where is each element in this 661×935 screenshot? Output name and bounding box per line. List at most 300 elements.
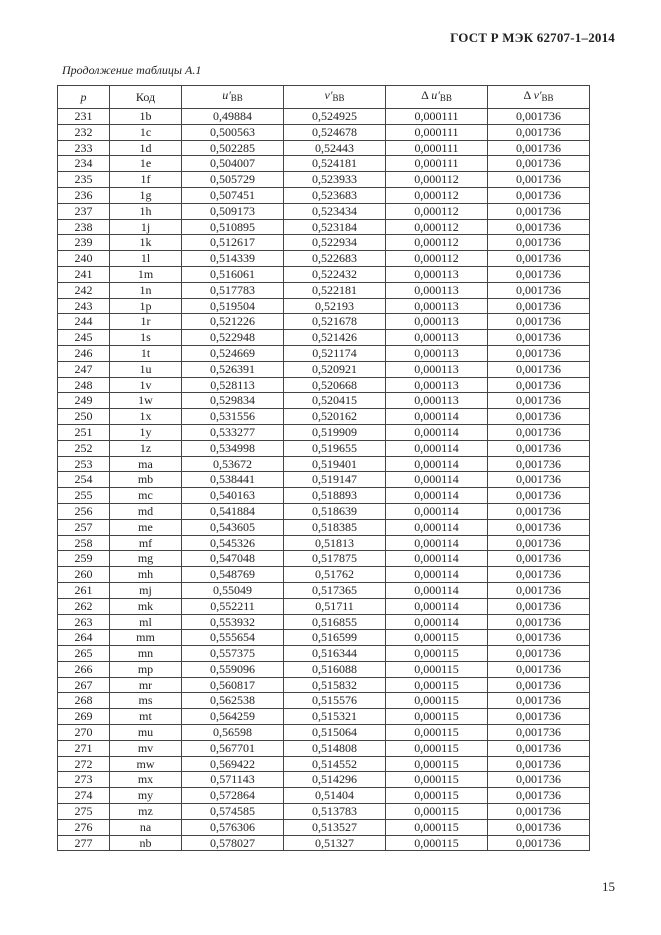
- cell-delta-v: 0,001736: [488, 298, 590, 314]
- cell-v: 0,513783: [284, 804, 386, 820]
- cell-delta-u: 0,000113: [386, 330, 488, 346]
- cell-delta-u: 0,000115: [386, 709, 488, 725]
- cell-delta-u: 0,000115: [386, 725, 488, 741]
- table-caption: Продолжение таблицы А.1: [62, 63, 202, 77]
- cell-delta-v: 0,001736: [488, 109, 590, 125]
- cell-code: 1m: [110, 266, 182, 282]
- cell-delta-u: 0,000114: [386, 598, 488, 614]
- cell-u: 0,559096: [182, 661, 284, 677]
- cell-p: 237: [58, 203, 110, 219]
- cell-delta-u: 0,000111: [386, 124, 488, 140]
- table-row: [58, 503, 590, 519]
- cell-delta-u: 0,000113: [386, 377, 488, 393]
- cell-delta-u: 0,000115: [386, 819, 488, 835]
- column-header-v-symbol: v': [324, 88, 333, 102]
- cell-delta-v: 0,001736: [488, 693, 590, 709]
- cell-delta-u: 0,000114: [386, 456, 488, 472]
- table-body: [58, 109, 590, 851]
- cell-delta-v: 0,001736: [488, 535, 590, 551]
- cell-code: 1j: [110, 219, 182, 235]
- cell-v: 0,513527: [284, 819, 386, 835]
- cell-p: 250: [58, 409, 110, 425]
- cell-p: 238: [58, 219, 110, 235]
- cell-v: 0,520668: [284, 377, 386, 393]
- cell-p: 275: [58, 804, 110, 820]
- table-row: [58, 567, 590, 583]
- cell-v: 0,524925: [284, 109, 386, 125]
- cell-delta-u: 0,000114: [386, 488, 488, 504]
- cell-code: 1k: [110, 235, 182, 251]
- cell-delta-u: 0,000115: [386, 646, 488, 662]
- table-row: [58, 472, 590, 488]
- cell-code: 1x: [110, 409, 182, 425]
- cell-delta-v: 0,001736: [488, 456, 590, 472]
- cell-delta-v: 0,001736: [488, 551, 590, 567]
- cell-u: 0,524669: [182, 345, 284, 361]
- cell-delta-u: 0,000111: [386, 109, 488, 125]
- cell-delta-v: 0,001736: [488, 345, 590, 361]
- cell-u: 0,562538: [182, 693, 284, 709]
- cell-code: 1h: [110, 203, 182, 219]
- cell-u: 0,504007: [182, 156, 284, 172]
- table-row: [58, 156, 590, 172]
- cell-code: mw: [110, 756, 182, 772]
- cell-v: 0,51711: [284, 598, 386, 614]
- cell-delta-u: 0,000112: [386, 251, 488, 267]
- cell-p: 251: [58, 424, 110, 440]
- cell-delta-v: 0,001736: [488, 156, 590, 172]
- table-row: [58, 203, 590, 219]
- cell-code: 1b: [110, 109, 182, 125]
- table-row: [58, 740, 590, 756]
- cell-delta-v: 0,001736: [488, 661, 590, 677]
- table-row: [58, 109, 590, 125]
- cell-p: 249: [58, 393, 110, 409]
- column-header-v-subscript: BB: [332, 93, 345, 103]
- cell-delta-v: 0,001736: [488, 646, 590, 662]
- table-row: [58, 440, 590, 456]
- header-row: [58, 86, 590, 109]
- cell-delta-v: 0,001736: [488, 582, 590, 598]
- table-row: [58, 187, 590, 203]
- cell-delta-v: 0,001736: [488, 440, 590, 456]
- cell-code: mt: [110, 709, 182, 725]
- cell-u: 0,543605: [182, 519, 284, 535]
- cell-delta-v: 0,001736: [488, 203, 590, 219]
- cell-u: 0,557375: [182, 646, 284, 662]
- cell-p: 272: [58, 756, 110, 772]
- cell-delta-v: 0,001736: [488, 235, 590, 251]
- cell-v: 0,514552: [284, 756, 386, 772]
- cell-delta-v: 0,001736: [488, 488, 590, 504]
- cell-p: 232: [58, 124, 110, 140]
- cell-code: 1n: [110, 282, 182, 298]
- cell-v: 0,523184: [284, 219, 386, 235]
- cell-u: 0,500563: [182, 124, 284, 140]
- cell-code: 1t: [110, 345, 182, 361]
- cell-code: mx: [110, 772, 182, 788]
- cell-u: 0,574585: [182, 804, 284, 820]
- cell-delta-v: 0,001736: [488, 819, 590, 835]
- cell-code: md: [110, 503, 182, 519]
- cell-v: 0,524678: [284, 124, 386, 140]
- cell-v: 0,522683: [284, 251, 386, 267]
- cell-v: 0,519401: [284, 456, 386, 472]
- cell-delta-v: 0,001736: [488, 124, 590, 140]
- cell-code: mh: [110, 567, 182, 583]
- cell-code: mg: [110, 551, 182, 567]
- table-row: [58, 172, 590, 188]
- cell-v: 0,515832: [284, 677, 386, 693]
- cell-p: 267: [58, 677, 110, 693]
- cell-code: mb: [110, 472, 182, 488]
- cell-code: 1p: [110, 298, 182, 314]
- cell-v: 0,52443: [284, 140, 386, 156]
- cell-p: 257: [58, 519, 110, 535]
- cell-u: 0,576306: [182, 819, 284, 835]
- cell-delta-u: 0,000112: [386, 219, 488, 235]
- cell-delta-v: 0,001736: [488, 266, 590, 282]
- data-table: [57, 85, 590, 851]
- cell-v: 0,520921: [284, 361, 386, 377]
- cell-delta-u: 0,000113: [386, 298, 488, 314]
- cell-p: 253: [58, 456, 110, 472]
- table-row: [58, 409, 590, 425]
- cell-code: 1v: [110, 377, 182, 393]
- cell-u: 0,560817: [182, 677, 284, 693]
- table-row: [58, 630, 590, 646]
- cell-delta-u: 0,000112: [386, 172, 488, 188]
- cell-delta-u: 0,000115: [386, 661, 488, 677]
- cell-delta-u: 0,000115: [386, 804, 488, 820]
- cell-p: 263: [58, 614, 110, 630]
- table-row: [58, 377, 590, 393]
- cell-delta-u: 0,000115: [386, 772, 488, 788]
- cell-delta-u: 0,000112: [386, 235, 488, 251]
- cell-u: 0,564259: [182, 709, 284, 725]
- cell-delta-v: 0,001736: [488, 756, 590, 772]
- cell-delta-u: 0,000115: [386, 740, 488, 756]
- cell-v: 0,515576: [284, 693, 386, 709]
- table-row: [58, 519, 590, 535]
- cell-delta-u: 0,000114: [386, 503, 488, 519]
- cell-delta-u: 0,000114: [386, 519, 488, 535]
- cell-delta-v: 0,001736: [488, 598, 590, 614]
- cell-p: 273: [58, 772, 110, 788]
- cell-u: 0,516061: [182, 266, 284, 282]
- cell-u: 0,507451: [182, 187, 284, 203]
- table-row: [58, 819, 590, 835]
- table-row: [58, 219, 590, 235]
- table-row: [58, 456, 590, 472]
- cell-delta-v: 0,001736: [488, 630, 590, 646]
- cell-delta-v: 0,001736: [488, 614, 590, 630]
- cell-code: na: [110, 819, 182, 835]
- cell-p: 260: [58, 567, 110, 583]
- cell-delta-u: 0,000114: [386, 614, 488, 630]
- cell-p: 236: [58, 187, 110, 203]
- cell-v: 0,523683: [284, 187, 386, 203]
- cell-p: 247: [58, 361, 110, 377]
- cell-code: me: [110, 519, 182, 535]
- cell-delta-v: 0,001736: [488, 835, 590, 851]
- cell-u: 0,522948: [182, 330, 284, 346]
- cell-v: 0,521678: [284, 314, 386, 330]
- column-header-delta-u-subscript: BB: [439, 93, 452, 103]
- cell-p: 266: [58, 661, 110, 677]
- cell-u: 0,540163: [182, 488, 284, 504]
- cell-u: 0,514339: [182, 251, 284, 267]
- cell-delta-v: 0,001736: [488, 172, 590, 188]
- cell-p: 269: [58, 709, 110, 725]
- table-header: [58, 86, 590, 109]
- cell-delta-v: 0,001736: [488, 187, 590, 203]
- cell-v: 0,519655: [284, 440, 386, 456]
- cell-delta-u: 0,000115: [386, 835, 488, 851]
- column-header-code-label: Код: [135, 89, 156, 104]
- cell-delta-u: 0,000113: [386, 266, 488, 282]
- cell-code: mf: [110, 535, 182, 551]
- cell-delta-u: 0,000113: [386, 282, 488, 298]
- cell-v: 0,520162: [284, 409, 386, 425]
- cell-u: 0,572864: [182, 788, 284, 804]
- cell-code: 1u: [110, 361, 182, 377]
- cell-code: mp: [110, 661, 182, 677]
- table-row: [58, 361, 590, 377]
- table-row: [58, 693, 590, 709]
- table-row: [58, 266, 590, 282]
- cell-p: 274: [58, 788, 110, 804]
- cell-p: 235: [58, 172, 110, 188]
- table-row: [58, 298, 590, 314]
- cell-u: 0,529834: [182, 393, 284, 409]
- cell-delta-v: 0,001736: [488, 140, 590, 156]
- table-row: [58, 535, 590, 551]
- cell-u: 0,519504: [182, 298, 284, 314]
- cell-delta-u: 0,000114: [386, 440, 488, 456]
- cell-delta-u: 0,000115: [386, 693, 488, 709]
- cell-u: 0,512617: [182, 235, 284, 251]
- cell-u: 0,526391: [182, 361, 284, 377]
- cell-p: 276: [58, 819, 110, 835]
- cell-v: 0,51813: [284, 535, 386, 551]
- column-header-delta-v: [488, 86, 590, 109]
- cell-v: 0,519909: [284, 424, 386, 440]
- cell-v: 0,519147: [284, 472, 386, 488]
- cell-u: 0,528113: [182, 377, 284, 393]
- table-row: [58, 646, 590, 662]
- cell-p: 241: [58, 266, 110, 282]
- cell-v: 0,516344: [284, 646, 386, 662]
- cell-delta-u: 0,000114: [386, 582, 488, 598]
- cell-delta-v: 0,001736: [488, 330, 590, 346]
- cell-v: 0,514296: [284, 772, 386, 788]
- cell-code: 1g: [110, 187, 182, 203]
- column-header-u: [182, 86, 284, 109]
- table-row: [58, 772, 590, 788]
- cell-v: 0,517875: [284, 551, 386, 567]
- cell-delta-u: 0,000112: [386, 187, 488, 203]
- cell-u: 0,569422: [182, 756, 284, 772]
- cell-p: 239: [58, 235, 110, 251]
- cell-delta-u: 0,000114: [386, 409, 488, 425]
- cell-u: 0,552211: [182, 598, 284, 614]
- cell-u: 0,533277: [182, 424, 284, 440]
- cell-v: 0,522432: [284, 266, 386, 282]
- cell-code: mu: [110, 725, 182, 741]
- table-row: [58, 330, 590, 346]
- cell-p: 252: [58, 440, 110, 456]
- cell-u: 0,538441: [182, 472, 284, 488]
- cell-u: 0,531556: [182, 409, 284, 425]
- cell-code: ms: [110, 693, 182, 709]
- table-row: [58, 251, 590, 267]
- cell-v: 0,518385: [284, 519, 386, 535]
- cell-code: nb: [110, 835, 182, 851]
- cell-delta-v: 0,001736: [488, 314, 590, 330]
- cell-delta-v: 0,001736: [488, 725, 590, 741]
- table-row: [58, 661, 590, 677]
- cell-code: 1y: [110, 424, 182, 440]
- cell-delta-v: 0,001736: [488, 393, 590, 409]
- table-row: [58, 756, 590, 772]
- table-row: [58, 282, 590, 298]
- cell-p: 234: [58, 156, 110, 172]
- cell-delta-v: 0,001736: [488, 503, 590, 519]
- cell-delta-u: 0,000114: [386, 472, 488, 488]
- cell-u: 0,545326: [182, 535, 284, 551]
- cell-u: 0,541884: [182, 503, 284, 519]
- cell-code: 1c: [110, 124, 182, 140]
- cell-delta-u: 0,000114: [386, 551, 488, 567]
- cell-code: ma: [110, 456, 182, 472]
- table-row: [58, 488, 590, 504]
- cell-delta-u: 0,000111: [386, 156, 488, 172]
- cell-delta-u: 0,000113: [386, 393, 488, 409]
- cell-p: 244: [58, 314, 110, 330]
- cell-u: 0,56598: [182, 725, 284, 741]
- table-row: [58, 598, 590, 614]
- cell-p: 254: [58, 472, 110, 488]
- cell-v: 0,523434: [284, 203, 386, 219]
- cell-delta-u: 0,000114: [386, 535, 488, 551]
- cell-p: 264: [58, 630, 110, 646]
- table-row: [58, 314, 590, 330]
- cell-code: 1f: [110, 172, 182, 188]
- cell-delta-v: 0,001736: [488, 219, 590, 235]
- cell-delta-v: 0,001736: [488, 804, 590, 820]
- table-row: [58, 140, 590, 156]
- cell-delta-u: 0,000115: [386, 677, 488, 693]
- document-standard-header: ГОСТ Р МЭК 62707-1–2014: [450, 30, 615, 45]
- cell-u: 0,571143: [182, 772, 284, 788]
- cell-v: 0,521426: [284, 330, 386, 346]
- cell-delta-u: 0,000114: [386, 424, 488, 440]
- table-row: [58, 804, 590, 820]
- column-header-delta-u-delta: Δ: [421, 88, 432, 102]
- cell-v: 0,522934: [284, 235, 386, 251]
- cell-v: 0,524181: [284, 156, 386, 172]
- cell-delta-v: 0,001736: [488, 377, 590, 393]
- cell-p: 233: [58, 140, 110, 156]
- cell-code: mm: [110, 630, 182, 646]
- cell-delta-v: 0,001736: [488, 472, 590, 488]
- cell-delta-v: 0,001736: [488, 519, 590, 535]
- cell-p: 277: [58, 835, 110, 851]
- cell-delta-v: 0,001736: [488, 251, 590, 267]
- cell-code: mr: [110, 677, 182, 693]
- table-row: [58, 677, 590, 693]
- cell-p: 242: [58, 282, 110, 298]
- table-row: [58, 582, 590, 598]
- cell-p: 261: [58, 582, 110, 598]
- table-row: [58, 235, 590, 251]
- table-row: [58, 835, 590, 851]
- cell-v: 0,515064: [284, 725, 386, 741]
- cell-delta-u: 0,000114: [386, 567, 488, 583]
- cell-p: 265: [58, 646, 110, 662]
- cell-delta-v: 0,001736: [488, 424, 590, 440]
- cell-v: 0,518893: [284, 488, 386, 504]
- column-header-u-subscript: BB: [230, 93, 243, 103]
- cell-u: 0,547048: [182, 551, 284, 567]
- column-header-delta-v-symbol: v': [533, 88, 542, 102]
- cell-p: 240: [58, 251, 110, 267]
- cell-delta-u: 0,000115: [386, 756, 488, 772]
- cell-delta-v: 0,001736: [488, 282, 590, 298]
- table-row: [58, 424, 590, 440]
- cell-p: 231: [58, 109, 110, 125]
- cell-p: 258: [58, 535, 110, 551]
- cell-code: 1l: [110, 251, 182, 267]
- cell-u: 0,53672: [182, 456, 284, 472]
- cell-delta-v: 0,001736: [488, 772, 590, 788]
- cell-delta-u: 0,000112: [386, 203, 488, 219]
- cell-v: 0,517365: [284, 582, 386, 598]
- table-row: [58, 788, 590, 804]
- cell-v: 0,522181: [284, 282, 386, 298]
- cell-v: 0,518639: [284, 503, 386, 519]
- cell-code: 1d: [110, 140, 182, 156]
- cell-code: 1z: [110, 440, 182, 456]
- column-header-delta-u: [386, 86, 488, 109]
- cell-v: 0,51327: [284, 835, 386, 851]
- cell-p: 262: [58, 598, 110, 614]
- cell-code: ml: [110, 614, 182, 630]
- cell-u: 0,534998: [182, 440, 284, 456]
- cell-v: 0,523933: [284, 172, 386, 188]
- cell-code: 1r: [110, 314, 182, 330]
- cell-u: 0,505729: [182, 172, 284, 188]
- cell-p: 270: [58, 725, 110, 741]
- table-row: [58, 393, 590, 409]
- cell-v: 0,51404: [284, 788, 386, 804]
- cell-u: 0,49884: [182, 109, 284, 125]
- cell-u: 0,517783: [182, 282, 284, 298]
- cell-delta-v: 0,001736: [488, 788, 590, 804]
- cell-delta-v: 0,001736: [488, 567, 590, 583]
- cell-v: 0,515321: [284, 709, 386, 725]
- cell-code: my: [110, 788, 182, 804]
- cell-code: mk: [110, 598, 182, 614]
- column-header-u-symbol: u': [222, 88, 231, 102]
- column-header-p: [58, 86, 110, 109]
- cell-p: 255: [58, 488, 110, 504]
- cell-delta-u: 0,000113: [386, 314, 488, 330]
- cell-u: 0,548769: [182, 567, 284, 583]
- cell-v: 0,52193: [284, 298, 386, 314]
- cell-v: 0,51762: [284, 567, 386, 583]
